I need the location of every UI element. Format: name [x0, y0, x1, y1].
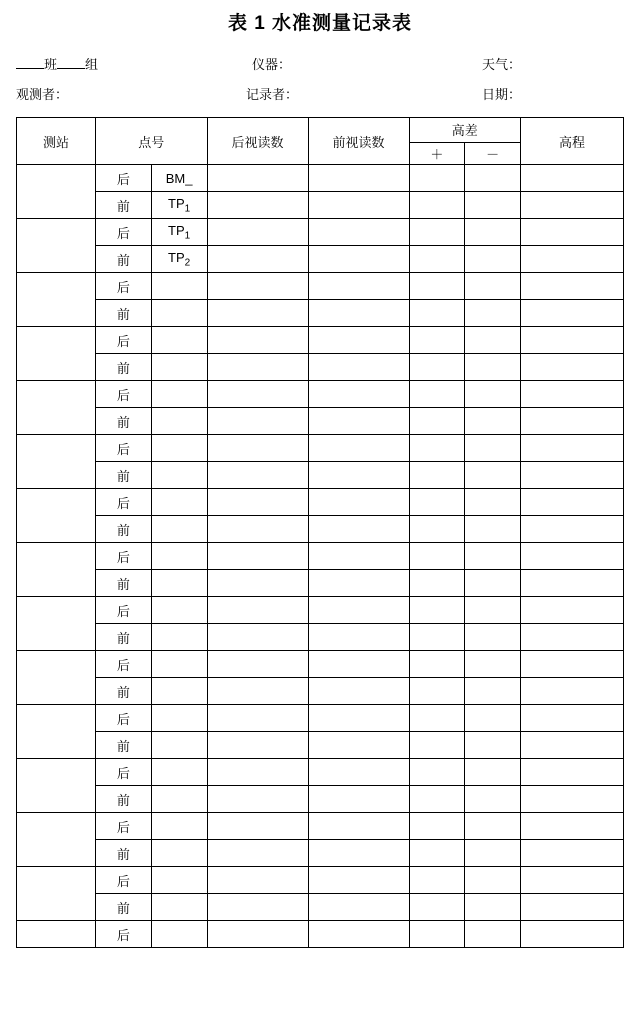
- table-row: [17, 165, 624, 192]
- worksheet-page: [0, 8, 640, 1019]
- cell-back-reading[interactable]: [207, 624, 308, 651]
- cell-elevation[interactable]: [521, 516, 624, 543]
- cell-back-front-marker: 后: [96, 489, 152, 516]
- class-label: 班: [44, 57, 58, 72]
- cell-station[interactable]: [17, 489, 96, 543]
- table-head: [17, 118, 624, 165]
- cell-front-reading[interactable]: [308, 786, 409, 813]
- cell-front-reading[interactable]: [308, 921, 409, 948]
- cell-point-number[interactable]: [151, 273, 207, 300]
- cell-point-number[interactable]: [151, 462, 207, 489]
- cell-height-diff-minus[interactable]: [465, 327, 521, 354]
- cell-height-diff-minus[interactable]: [465, 543, 521, 570]
- cell-elevation[interactable]: [521, 921, 624, 948]
- cell-back-reading[interactable]: [207, 705, 308, 732]
- cell-height-diff-minus[interactable]: [465, 165, 521, 192]
- cell-elevation[interactable]: [521, 624, 624, 651]
- cell-point-number[interactable]: [151, 840, 207, 867]
- cell-height-diff-minus[interactable]: [465, 867, 521, 894]
- cell-height-diff-minus[interactable]: [465, 408, 521, 435]
- cell-height-diff-minus[interactable]: [465, 354, 521, 381]
- header-row-top: [17, 118, 624, 143]
- table-row: [17, 732, 624, 759]
- cell-height-diff-plus[interactable]: [409, 597, 465, 624]
- table-row: [17, 192, 624, 219]
- cell-front-reading[interactable]: [308, 273, 409, 300]
- group-label: 组: [85, 57, 99, 72]
- table-row: [17, 246, 624, 273]
- cell-height-diff-minus[interactable]: [465, 840, 521, 867]
- cell-back-front-marker: 后: [96, 273, 152, 300]
- table-row: [17, 381, 624, 408]
- cell-station[interactable]: [17, 273, 96, 327]
- cell-point-number[interactable]: [151, 867, 207, 894]
- cell-height-diff-plus[interactable]: [409, 462, 465, 489]
- cell-back-front-marker: 后: [96, 435, 152, 462]
- cell-front-reading[interactable]: [308, 192, 409, 219]
- table-row: [17, 759, 624, 786]
- cell-elevation[interactable]: [521, 813, 624, 840]
- cell-height-diff-plus[interactable]: [409, 300, 465, 327]
- cell-height-diff-plus[interactable]: [409, 192, 465, 219]
- cell-back-reading[interactable]: [207, 813, 308, 840]
- cell-height-diff-minus[interactable]: [465, 813, 521, 840]
- observer-field: [16, 84, 68, 103]
- cell-point-number[interactable]: [151, 408, 207, 435]
- cell-point-number[interactable]: [151, 732, 207, 759]
- group-input[interactable]: [57, 55, 85, 69]
- cell-back-front-marker: 后: [96, 219, 152, 246]
- cell-back-reading[interactable]: [207, 732, 308, 759]
- cell-point-number[interactable]: [151, 651, 207, 678]
- cell-height-diff-minus[interactable]: [465, 435, 521, 462]
- cell-back-reading[interactable]: [207, 408, 308, 435]
- cell-point-number[interactable]: [151, 543, 207, 570]
- cell-height-diff-minus[interactable]: [465, 246, 521, 273]
- cell-back-front-marker: 前: [96, 678, 152, 705]
- cell-back-reading[interactable]: [207, 516, 308, 543]
- cell-height-diff-plus[interactable]: [409, 219, 465, 246]
- cell-back-reading[interactable]: [207, 462, 308, 489]
- page-title: 表 1 水准测量记录表: [227, 13, 413, 34]
- cell-height-diff-plus[interactable]: [409, 354, 465, 381]
- recorder-label: 记录者：: [246, 87, 299, 102]
- class-input[interactable]: [16, 55, 44, 69]
- meta-block: [16, 49, 624, 103]
- cell-height-diff-plus[interactable]: [409, 732, 465, 759]
- cell-front-reading[interactable]: [308, 300, 409, 327]
- cell-back-front-marker: 后: [96, 165, 152, 192]
- cell-height-diff-plus[interactable]: [409, 894, 465, 921]
- cell-elevation[interactable]: [521, 678, 624, 705]
- cell-back-front-marker: 前: [96, 246, 152, 273]
- cell-back-reading[interactable]: [207, 921, 308, 948]
- cell-back-front-marker: 前: [96, 786, 152, 813]
- cell-height-diff-minus[interactable]: [465, 489, 521, 516]
- cell-point-number[interactable]: [151, 381, 207, 408]
- cell-back-reading[interactable]: [207, 651, 308, 678]
- cell-elevation[interactable]: [521, 192, 624, 219]
- table-row: [17, 354, 624, 381]
- cell-back-front-marker: 后: [96, 597, 152, 624]
- cell-front-reading[interactable]: [308, 489, 409, 516]
- cell-point-number[interactable]: $TP_2$: [151, 246, 207, 273]
- cell-back-reading[interactable]: [207, 300, 308, 327]
- table-row: [17, 813, 624, 840]
- cell-point-number[interactable]: [151, 921, 207, 948]
- cell-height-diff-plus[interactable]: [409, 813, 465, 840]
- cell-point-number[interactable]: [151, 435, 207, 462]
- cell-station[interactable]: [17, 759, 96, 813]
- cell-height-diff-plus[interactable]: [409, 840, 465, 867]
- cell-front-reading[interactable]: [308, 408, 409, 435]
- table-row: [17, 408, 624, 435]
- cell-elevation[interactable]: [521, 489, 624, 516]
- table-row: [17, 705, 624, 732]
- cell-front-reading[interactable]: [308, 354, 409, 381]
- cell-height-diff-minus[interactable]: [465, 273, 521, 300]
- cell-back-reading[interactable]: [207, 246, 308, 273]
- table-row: [17, 597, 624, 624]
- cell-height-diff-plus[interactable]: [409, 570, 465, 597]
- cell-point-number[interactable]: [151, 813, 207, 840]
- leveling-record-table: [16, 117, 624, 948]
- cell-back-reading[interactable]: [207, 597, 308, 624]
- cell-back-reading[interactable]: [207, 759, 308, 786]
- cell-point-number[interactable]: [151, 516, 207, 543]
- cell-elevation[interactable]: [521, 570, 624, 597]
- cell-elevation[interactable]: [521, 543, 624, 570]
- weather-field: [482, 54, 521, 73]
- cell-station[interactable]: [17, 219, 96, 273]
- table-row: [17, 435, 624, 462]
- cell-elevation[interactable]: [521, 408, 624, 435]
- cell-point-number[interactable]: [151, 759, 207, 786]
- header-elevation: 高程: [521, 118, 624, 165]
- cell-height-diff-minus[interactable]: [465, 597, 521, 624]
- cell-station[interactable]: [17, 867, 96, 921]
- cell-height-diff-plus[interactable]: [409, 543, 465, 570]
- cell-back-reading[interactable]: [207, 570, 308, 597]
- cell-height-diff-minus[interactable]: [465, 624, 521, 651]
- cell-back-front-marker: 前: [96, 894, 152, 921]
- cell-back-reading[interactable]: [207, 786, 308, 813]
- cell-elevation[interactable]: [521, 732, 624, 759]
- cell-front-reading[interactable]: [308, 624, 409, 651]
- meta-row-1: [16, 49, 624, 73]
- table-row: [17, 300, 624, 327]
- cell-height-diff-plus[interactable]: [409, 516, 465, 543]
- cell-back-reading[interactable]: [207, 435, 308, 462]
- cell-front-reading[interactable]: [308, 327, 409, 354]
- cell-elevation[interactable]: [521, 327, 624, 354]
- cell-height-diff-plus[interactable]: [409, 759, 465, 786]
- cell-front-reading[interactable]: [308, 381, 409, 408]
- cell-height-diff-plus[interactable]: [409, 921, 465, 948]
- cell-station[interactable]: [17, 165, 96, 219]
- table-row: [17, 489, 624, 516]
- cell-front-reading[interactable]: [308, 165, 409, 192]
- cell-height-diff-plus[interactable]: [409, 327, 465, 354]
- cell-point-number[interactable]: BM_: [151, 165, 207, 192]
- cell-front-reading[interactable]: [308, 651, 409, 678]
- header-minus: －: [465, 142, 521, 164]
- date-field: [482, 84, 521, 103]
- cell-back-reading[interactable]: [207, 894, 308, 921]
- cell-station[interactable]: [17, 381, 96, 435]
- cell-front-reading[interactable]: [308, 759, 409, 786]
- cell-back-front-marker: 前: [96, 408, 152, 435]
- cell-front-reading[interactable]: [308, 435, 409, 462]
- cell-height-diff-minus[interactable]: [465, 651, 521, 678]
- table-row: [17, 678, 624, 705]
- cell-height-diff-minus[interactable]: [465, 732, 521, 759]
- cell-elevation[interactable]: [521, 651, 624, 678]
- cell-station[interactable]: [17, 813, 96, 867]
- recorder-field: [246, 84, 298, 103]
- cell-back-front-marker: 后: [96, 759, 152, 786]
- cell-back-front-marker: 后: [96, 921, 152, 948]
- table-row: [17, 651, 624, 678]
- cell-back-reading[interactable]: [207, 867, 308, 894]
- table-row: [17, 624, 624, 651]
- cell-height-diff-plus[interactable]: [409, 678, 465, 705]
- cell-height-diff-plus[interactable]: [409, 165, 465, 192]
- cell-height-diff-plus[interactable]: [409, 705, 465, 732]
- cell-front-reading[interactable]: [308, 543, 409, 570]
- cell-station[interactable]: [17, 327, 96, 381]
- weather-label: 天气：: [482, 57, 522, 72]
- cell-elevation[interactable]: [521, 867, 624, 894]
- cell-back-front-marker: 后: [96, 381, 152, 408]
- cell-elevation[interactable]: [521, 894, 624, 921]
- cell-back-front-marker: 前: [96, 192, 152, 219]
- cell-height-diff-minus[interactable]: [465, 759, 521, 786]
- cell-height-diff-plus[interactable]: [409, 435, 465, 462]
- cell-front-reading[interactable]: [308, 840, 409, 867]
- cell-elevation[interactable]: [521, 435, 624, 462]
- cell-back-front-marker: 前: [96, 462, 152, 489]
- cell-front-reading[interactable]: [308, 867, 409, 894]
- cell-back-front-marker: 后: [96, 327, 152, 354]
- cell-point-number[interactable]: [151, 624, 207, 651]
- cell-back-front-marker: 前: [96, 624, 152, 651]
- cell-height-diff-minus[interactable]: [465, 381, 521, 408]
- cell-elevation[interactable]: [521, 759, 624, 786]
- table-row: [17, 327, 624, 354]
- table-row: [17, 219, 624, 246]
- table-row: [17, 921, 624, 948]
- table-body: [17, 165, 624, 948]
- cell-station[interactable]: [17, 597, 96, 651]
- cell-point-number[interactable]: [151, 894, 207, 921]
- cell-station[interactable]: [17, 921, 96, 948]
- cell-height-diff-plus[interactable]: [409, 489, 465, 516]
- cell-height-diff-minus[interactable]: [465, 462, 521, 489]
- table-row: [17, 273, 624, 300]
- cell-front-reading[interactable]: [308, 705, 409, 732]
- cell-elevation[interactable]: [521, 354, 624, 381]
- cell-elevation[interactable]: [521, 705, 624, 732]
- cell-back-reading[interactable]: [207, 165, 308, 192]
- cell-station[interactable]: [17, 705, 96, 759]
- instrument-label: 仪器：: [252, 57, 292, 72]
- table-row: [17, 894, 624, 921]
- cell-point-number[interactable]: [151, 705, 207, 732]
- observer-label: 观测者：: [16, 87, 69, 102]
- cell-back-reading[interactable]: [207, 678, 308, 705]
- cell-back-reading[interactable]: [207, 489, 308, 516]
- cell-back-front-marker: 前: [96, 516, 152, 543]
- cell-station[interactable]: [17, 543, 96, 597]
- header-height-difference: 高差: [409, 118, 521, 143]
- table-row: [17, 516, 624, 543]
- cell-height-diff-plus[interactable]: [409, 408, 465, 435]
- cell-front-reading[interactable]: [308, 516, 409, 543]
- cell-front-reading[interactable]: [308, 678, 409, 705]
- cell-point-number[interactable]: [151, 489, 207, 516]
- cell-front-reading[interactable]: [308, 732, 409, 759]
- cell-front-reading[interactable]: [308, 813, 409, 840]
- cell-height-diff-minus[interactable]: [465, 921, 521, 948]
- cell-back-reading[interactable]: [207, 840, 308, 867]
- cell-back-reading[interactable]: [207, 327, 308, 354]
- table-row: [17, 786, 624, 813]
- class-group-field: [16, 54, 98, 73]
- cell-back-front-marker: 后: [96, 813, 152, 840]
- cell-height-diff-minus[interactable]: [465, 300, 521, 327]
- cell-height-diff-minus[interactable]: [465, 192, 521, 219]
- cell-front-reading[interactable]: [308, 597, 409, 624]
- cell-back-reading[interactable]: [207, 219, 308, 246]
- header-station: 测站: [17, 118, 96, 165]
- cell-height-diff-minus[interactable]: [465, 894, 521, 921]
- cell-height-diff-plus[interactable]: [409, 246, 465, 273]
- cell-back-front-marker: 前: [96, 570, 152, 597]
- cell-elevation[interactable]: [521, 381, 624, 408]
- cell-back-front-marker: 前: [96, 840, 152, 867]
- date-label: 日期：: [482, 87, 522, 102]
- cell-elevation[interactable]: [521, 165, 624, 192]
- cell-back-reading[interactable]: [207, 543, 308, 570]
- cell-back-front-marker: 前: [96, 354, 152, 381]
- cell-height-diff-plus[interactable]: [409, 624, 465, 651]
- table-row: [17, 543, 624, 570]
- cell-elevation[interactable]: [521, 219, 624, 246]
- cell-front-reading[interactable]: [308, 246, 409, 273]
- cell-point-number[interactable]: $TP_1$: [151, 219, 207, 246]
- cell-height-diff-minus[interactable]: [465, 516, 521, 543]
- cell-back-reading[interactable]: [207, 273, 308, 300]
- cell-back-reading[interactable]: [207, 354, 308, 381]
- cell-elevation[interactable]: [521, 246, 624, 273]
- cell-height-diff-plus[interactable]: [409, 786, 465, 813]
- table-row: [17, 867, 624, 894]
- cell-point-number[interactable]: [151, 678, 207, 705]
- cell-point-number[interactable]: [151, 597, 207, 624]
- header-front-reading: 前视读数: [308, 118, 409, 165]
- cell-height-diff-minus[interactable]: [465, 678, 521, 705]
- cell-elevation[interactable]: [521, 786, 624, 813]
- header-plus: ＋: [409, 142, 465, 164]
- cell-elevation[interactable]: [521, 462, 624, 489]
- cell-elevation[interactable]: [521, 597, 624, 624]
- cell-back-front-marker: 前: [96, 732, 152, 759]
- cell-front-reading[interactable]: [308, 219, 409, 246]
- cell-elevation[interactable]: [521, 300, 624, 327]
- cell-back-front-marker: 前: [96, 300, 152, 327]
- cell-front-reading[interactable]: [308, 894, 409, 921]
- cell-back-front-marker: 后: [96, 867, 152, 894]
- cell-station[interactable]: [17, 435, 96, 489]
- cell-front-reading[interactable]: [308, 570, 409, 597]
- meta-row-2: [16, 79, 624, 103]
- cell-elevation[interactable]: [521, 840, 624, 867]
- cell-elevation[interactable]: [521, 273, 624, 300]
- instrument-field: [252, 54, 291, 73]
- cell-back-front-marker: 后: [96, 543, 152, 570]
- cell-point-number[interactable]: [151, 354, 207, 381]
- cell-height-diff-minus[interactable]: [465, 705, 521, 732]
- table-row: [17, 840, 624, 867]
- cell-point-number[interactable]: [151, 327, 207, 354]
- cell-height-diff-plus[interactable]: [409, 381, 465, 408]
- cell-height-diff-plus[interactable]: [409, 867, 465, 894]
- cell-point-number[interactable]: $TP_1$: [151, 192, 207, 219]
- cell-height-diff-plus[interactable]: [409, 273, 465, 300]
- cell-height-diff-minus[interactable]: [465, 570, 521, 597]
- table-row: [17, 462, 624, 489]
- cell-back-reading[interactable]: [207, 381, 308, 408]
- cell-station[interactable]: [17, 651, 96, 705]
- cell-back-front-marker: 后: [96, 651, 152, 678]
- table-row: [17, 570, 624, 597]
- cell-point-number[interactable]: [151, 570, 207, 597]
- cell-height-diff-plus[interactable]: [409, 651, 465, 678]
- cell-height-diff-minus[interactable]: [465, 219, 521, 246]
- header-back-reading: 后视读数: [207, 118, 308, 165]
- cell-front-reading[interactable]: [308, 462, 409, 489]
- cell-back-front-marker: 后: [96, 705, 152, 732]
- cell-point-number[interactable]: [151, 786, 207, 813]
- cell-point-number[interactable]: [151, 300, 207, 327]
- cell-height-diff-minus[interactable]: [465, 786, 521, 813]
- header-point: 点号: [96, 118, 208, 165]
- cell-back-reading[interactable]: [207, 192, 308, 219]
